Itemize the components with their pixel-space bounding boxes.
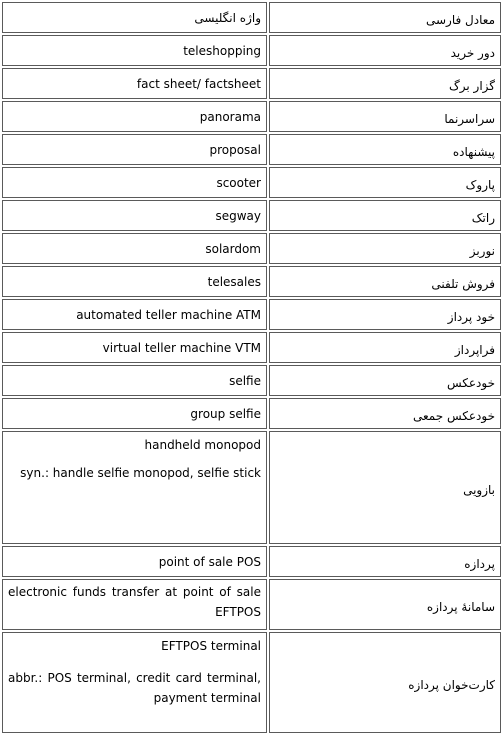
table-row (2, 365, 501, 396)
english-synonyms: syn.: handle selfie monopod, selfie stick (20, 466, 261, 480)
english-header: واژه انگلیسی (2, 2, 267, 33)
english-term (2, 579, 267, 630)
english-term (2, 431, 267, 544)
persian-term: خود پرداز (269, 299, 501, 330)
table-row (2, 398, 501, 429)
table-row (2, 68, 501, 99)
english-term (2, 632, 267, 733)
table-row (2, 134, 501, 165)
english-term: segway (2, 200, 267, 231)
table-row (2, 332, 501, 363)
english-abbreviations: abbr.: POS terminal, credit card terminal, (8, 671, 261, 685)
table-row (2, 167, 501, 198)
table-row-eftpos-terminal (2, 632, 501, 733)
english-term: panorama (2, 101, 267, 132)
table-row (2, 266, 501, 297)
persian-term: پیشنهاده (269, 134, 501, 165)
header-row (2, 2, 501, 33)
persian-term: سامانهٔ پردازه (269, 579, 501, 630)
english-term: fact sheet/ factsheet (2, 68, 267, 99)
persian-term: فراپرداز (269, 332, 501, 363)
english-term: point of sale POS (2, 546, 267, 577)
english-term-line: electronic funds transfer at point of sale (8, 585, 261, 599)
persian-term: پاروک (269, 167, 501, 198)
english-term: group selfie (2, 398, 267, 429)
line-gap (8, 656, 261, 668)
english-term: telesales (2, 266, 267, 297)
english-term: virtual teller machine VTM (2, 332, 267, 363)
persian-term: نوربز (269, 233, 501, 264)
persian-term: گزار برگ (269, 68, 501, 99)
english-term: teleshopping (2, 35, 267, 66)
persian-term: بازویی (269, 431, 501, 544)
table-row (2, 233, 501, 264)
table-row (2, 200, 501, 231)
english-term: proposal (2, 134, 267, 165)
english-term-line: EFTPOS terminal (161, 639, 261, 653)
persian-term: دور خرید (269, 35, 501, 66)
persian-term: سراسرنما (269, 101, 501, 132)
english-term-line: handheld monopod (144, 438, 261, 452)
persian-term: خودعکس جمعی (269, 398, 501, 429)
table-row (2, 35, 501, 66)
table-row (2, 101, 501, 132)
persian-term: فروش تلفنی (269, 266, 501, 297)
table-row-monopod (2, 431, 501, 544)
persian-header: معادل فارسی (269, 2, 501, 33)
persian-term: پردازه (269, 546, 501, 577)
table-row (2, 299, 501, 330)
english-term: automated teller machine ATM (2, 299, 267, 330)
english-abbreviation: EFTPOS (215, 605, 261, 619)
table-row (2, 546, 501, 577)
table-row-eftpos (2, 579, 501, 630)
english-term: solardom (2, 233, 267, 264)
english-abbreviations-cont: payment terminal (153, 691, 261, 705)
persian-term: کارت‌خوان پردازه (269, 632, 501, 733)
english-term: scooter (2, 167, 267, 198)
line-gap (8, 455, 261, 463)
english-term: selfie (2, 365, 267, 396)
persian-term: خودعکس (269, 365, 501, 396)
persian-term: راتک (269, 200, 501, 231)
